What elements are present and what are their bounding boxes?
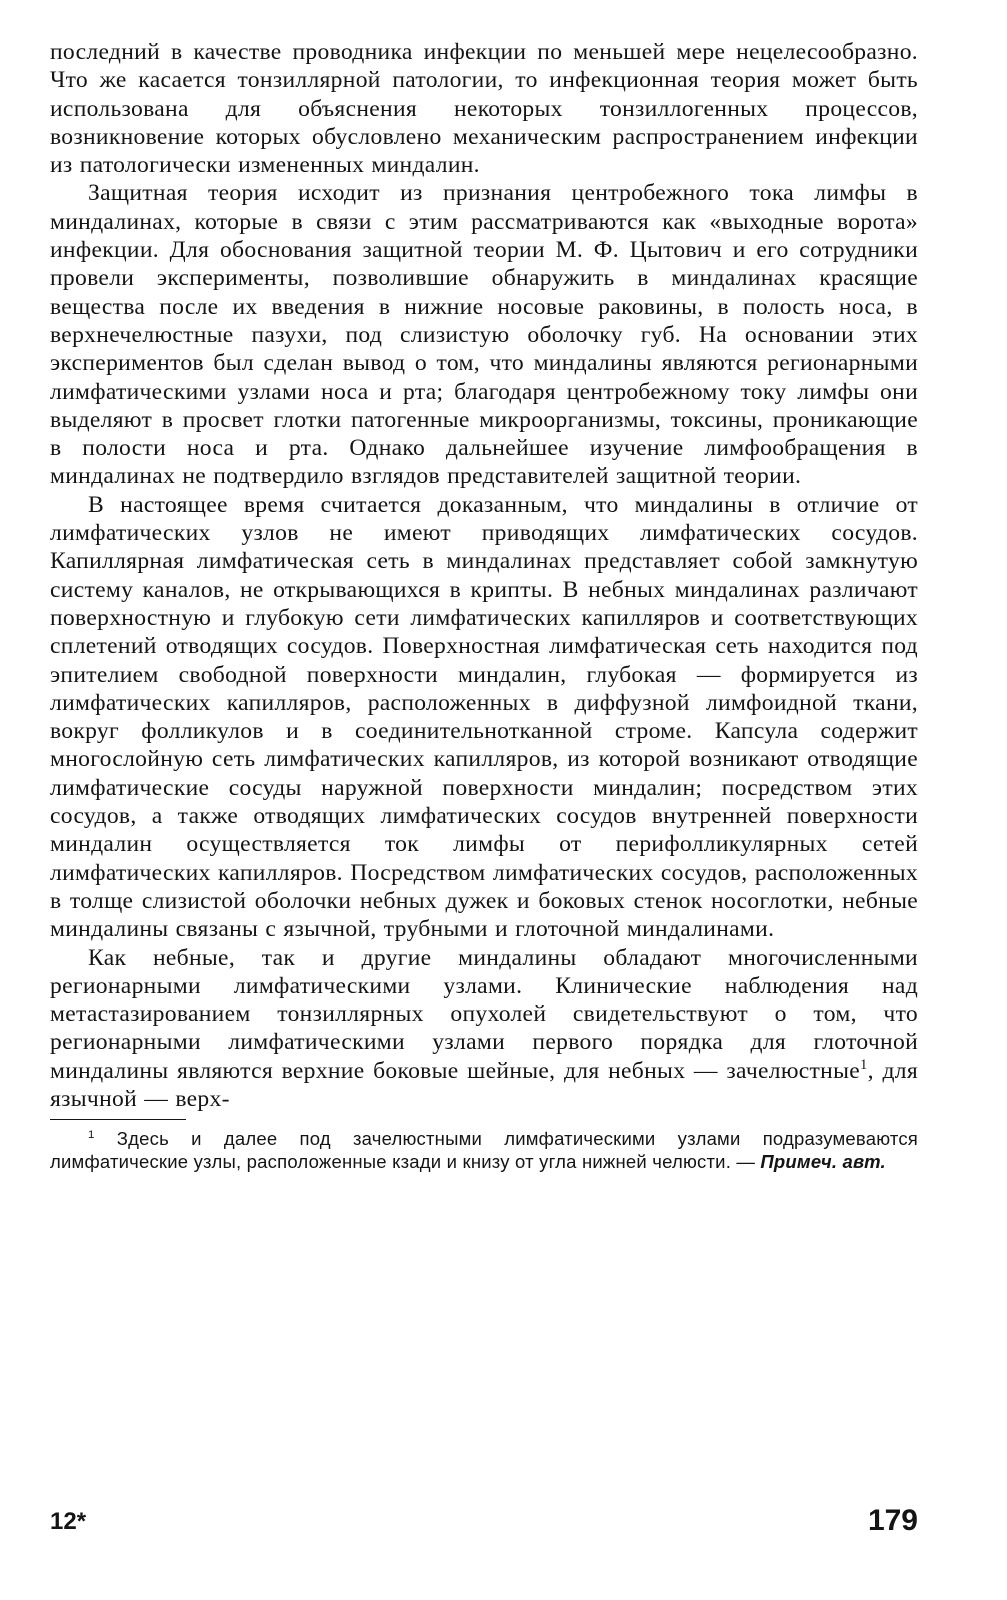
- page-footer: [50, 1504, 918, 1544]
- footnote-author-note: Примеч. авт.: [760, 1150, 886, 1172]
- page-body: [50, 38, 918, 1173]
- paragraph-4-text: Как небные, так и другие миндалины обладают многочисленными регионарными лимфатическими узлами. Клинические наблюдения над метастазированием тонзиллярных опухолей свидетельствуют о том, что регионарными лимфатическими узлами первого порядка для глоточной миндалины являются верхние боковые шейные, для небных — зачелюстные: [50, 944, 918, 1084]
- paragraph-4: [50, 944, 918, 1114]
- signature-mark: 12*: [50, 1508, 87, 1535]
- footnote-mark: 1: [88, 1129, 95, 1142]
- paragraph-1: последний в качестве проводника инфекции по меньшей мере нецелесообразно. Что же касается тонзиллярной патологии, то инфекционная теория может быть использована для объяснения некоторых тонзиллогенных процессов, возникновение которых обусловлено механическим распространением инфекции из патологически измененных миндалин.: [50, 39, 918, 179]
- footnote: [50, 1128, 918, 1173]
- footnote-text: Здесь и далее под зачелюстными лимфатическими узлами подразумеваются лимфатические узлы, расположенные кзади и книзу от угла нижней челюсти. —: [50, 1128, 918, 1172]
- page-number: 179: [867, 1504, 918, 1537]
- footnote-divider: [50, 1119, 186, 1120]
- paragraph-4-tail: , для язычной — верх-: [50, 1057, 918, 1112]
- footnote-reference: 1: [860, 1056, 868, 1073]
- paragraph-3: В настоящее время считается доказанным, что миндалины в отличие от лимфатических узлов не имеют приводящих лимфатических сосудов. Капиллярная лимфатическая сеть в миндалинах представляет собой замкнутую систему каналов, не открывающихся в крипты. В небных миндалинах различают поверхностную и глубокую сети лимфатических капилляров и соответствующих сплетений отводящих сосудов. Поверхностная лимфатическая сеть находится под эпителием свободной поверхности миндалин, глубокая — формируется из лимфатических капилляров, расположенных в диффузной лимфоидной ткани, вокруг фолликулов и в соединительнотканной строме. Капсула содержит многослойную сеть лимфатических капилляров, из которой возникают отводящие лимфатические сосуды наружной поверхности миндалин; посредством этих сосудов, а также отводящих лимфатических сосудов внутренней поверхности миндалин осуществляется ток лимфы от перифолликулярных сетей лимфатических капилляров. Посредством лимфатических сосудов, расположенных в толще слизистой оболочки небных дужек и боковых стенок носоглотки, небные миндалины связаны с язычной, трубными и глоточной миндалинами.: [50, 491, 918, 943]
- paragraph-2: Защитная теория исходит из признания центробежного тока лимфы в миндалинах, которые в связи с этим рассматриваются как «выходные ворота» инфекции. Для обоснования защитной теории М. Ф. Цытович и его сотрудники провели эксперименты, позволившие обнаружить в миндалинах красящие вещества после их введения в нижние носовые раковины, в полость носа, в верхнечелюстные пазухи, под слизистую оболочку губ. На основании этих экспериментов был сделан вывод о том, что миндалины являются регионарными лимфатическими узлами носа и рта; благодаря центробежному току лимфы они выделяют в просвет глотки патогенные микроорганизмы, токсины, проникающие в полости носа и рта. Однако дальнейшее изучение лимфообращения в миндалинах не подтвердило взглядов представителей защитной теории.: [50, 180, 918, 490]
